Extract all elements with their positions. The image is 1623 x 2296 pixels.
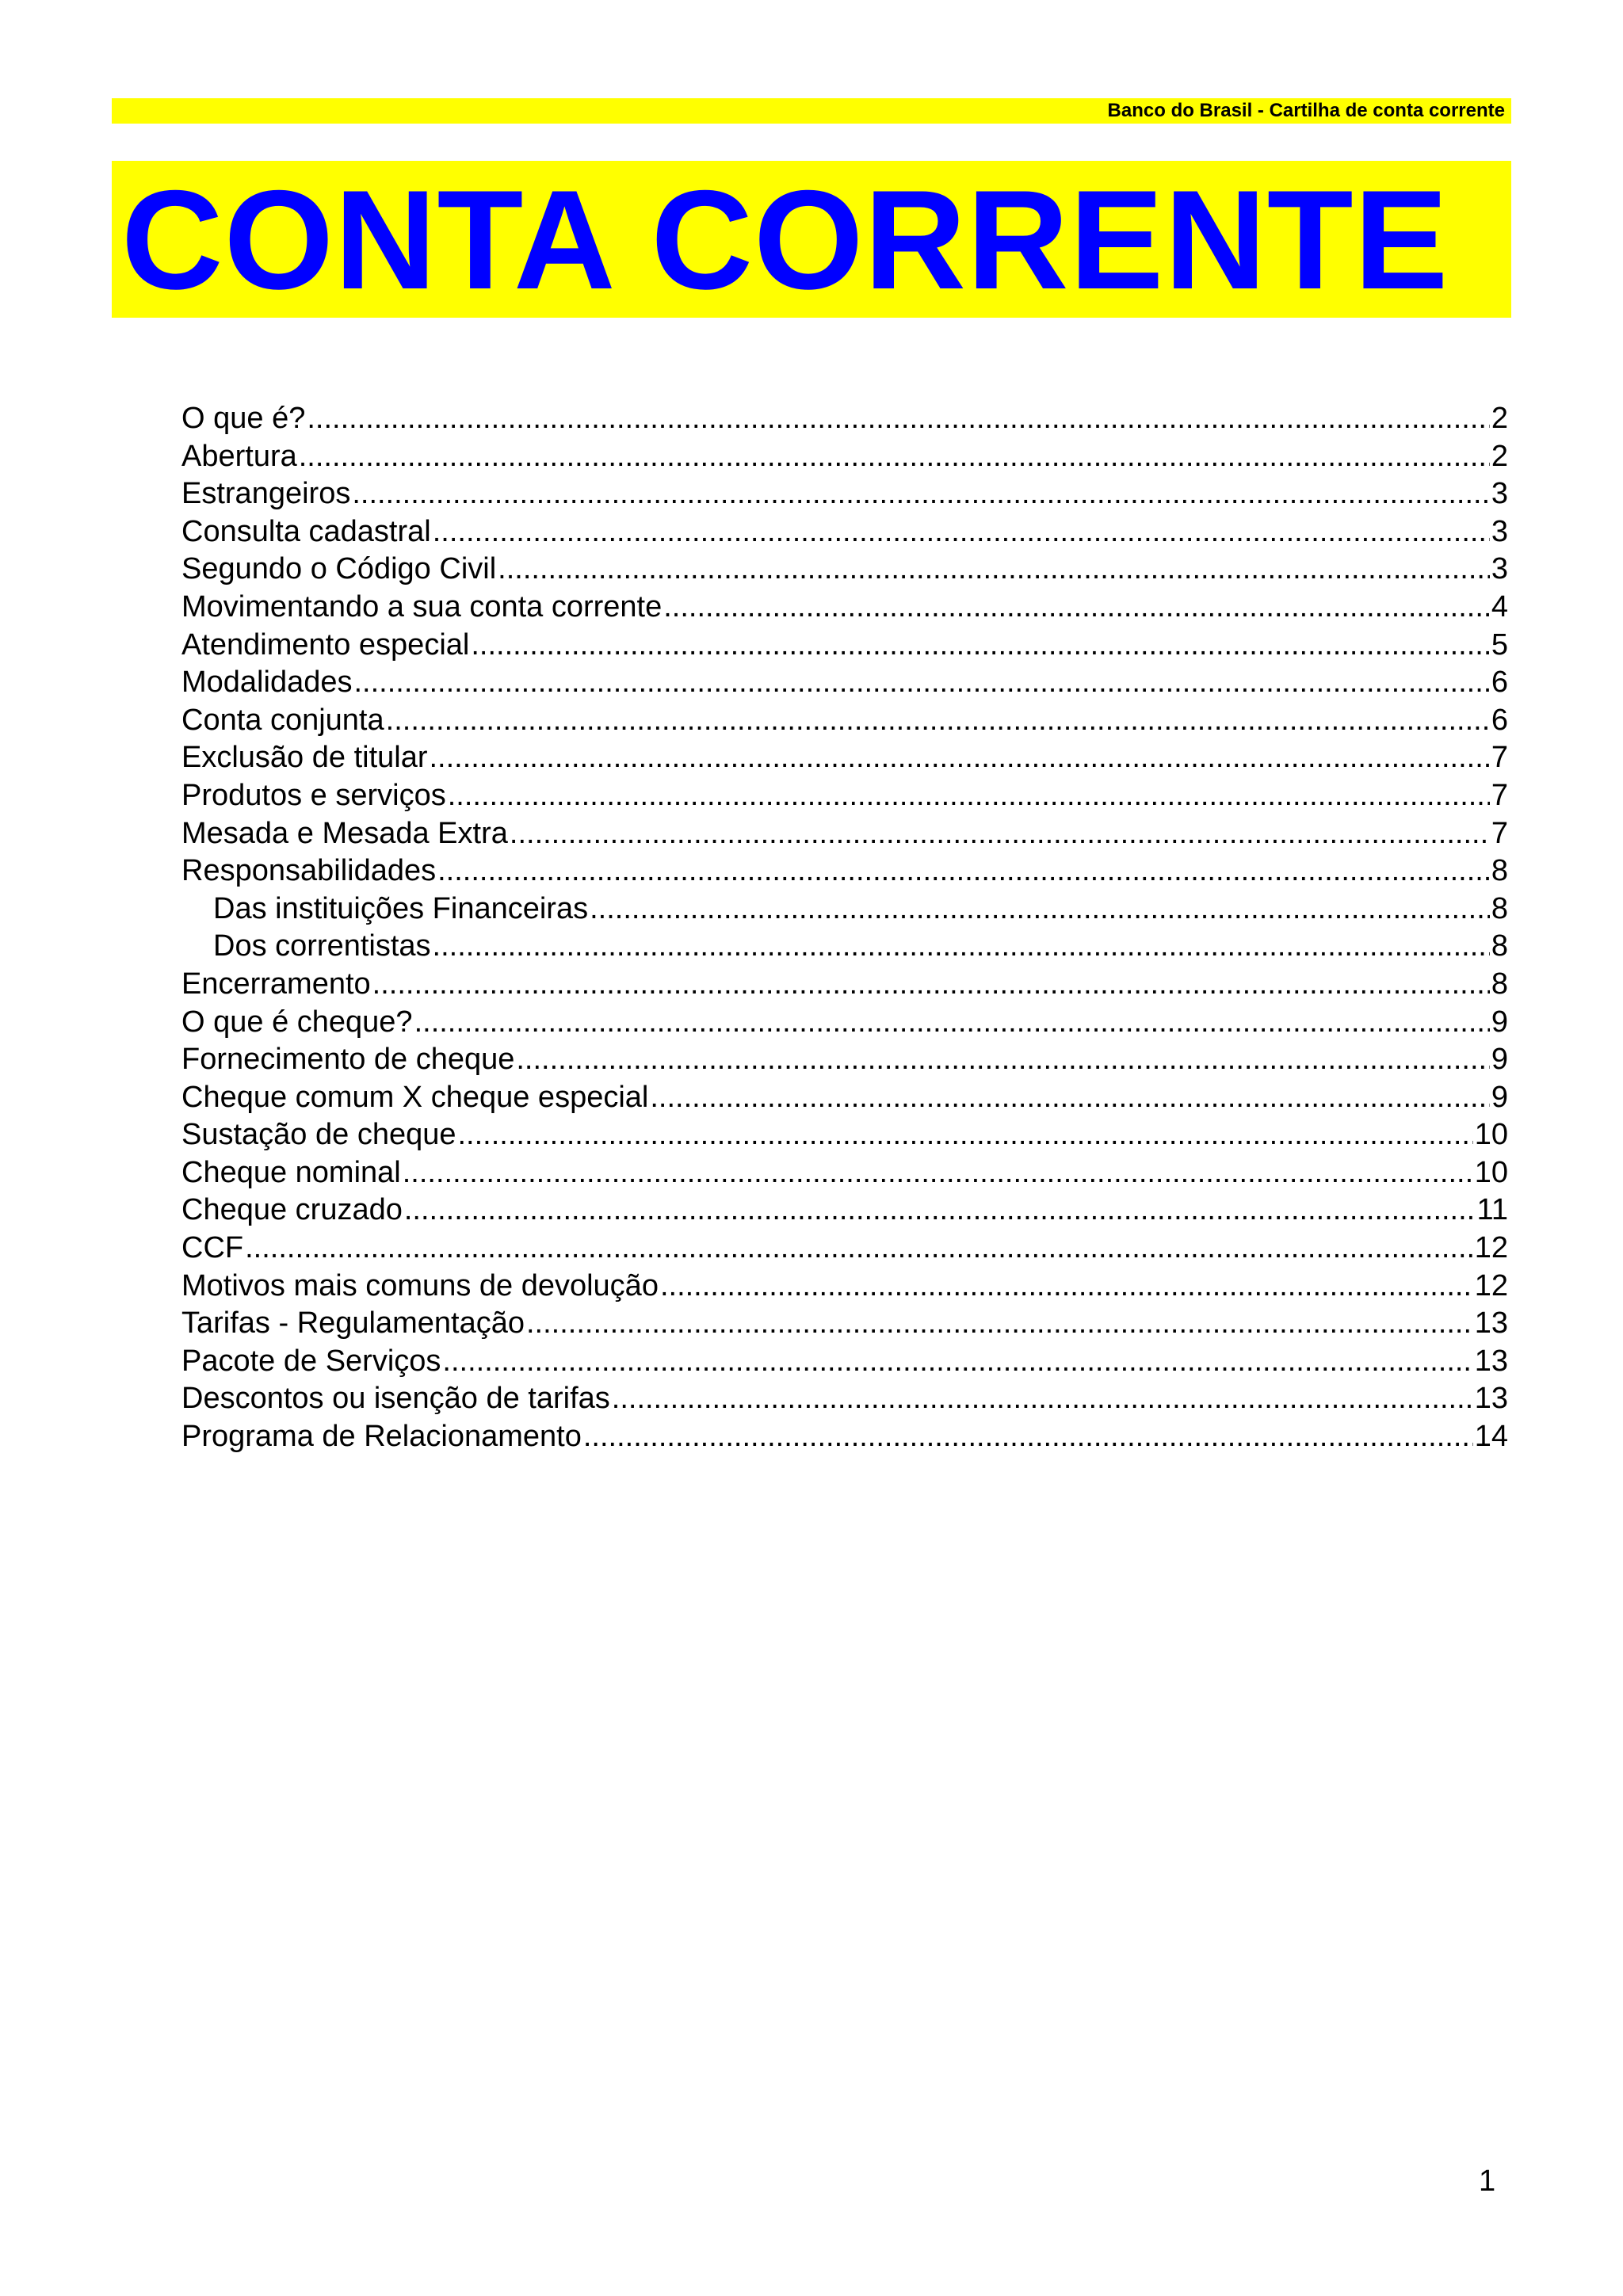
toc-entry-label: Dos correntistas (213, 929, 431, 963)
toc-leader-dots (526, 1305, 1473, 1343)
toc-entry-label: O que é? (181, 402, 306, 435)
page-title: CONTA CORRENTE (121, 161, 1449, 318)
toc-leader-dots (433, 928, 1490, 966)
toc-entry-page: 2 (1491, 439, 1508, 473)
toc-leader-dots (307, 400, 1490, 438)
toc-entry[interactable] (181, 891, 1508, 929)
toc-leader-dots (471, 627, 1490, 665)
toc-entry-page: 8 (1491, 929, 1508, 963)
toc-entry[interactable] (181, 1418, 1508, 1456)
toc-leader-dots (458, 1116, 1473, 1154)
toc-leader-dots (442, 1343, 1472, 1381)
toc-entry-page: 9 (1491, 1080, 1508, 1114)
toc-entry[interactable] (181, 815, 1508, 853)
toc-entry-page: 9 (1491, 1043, 1508, 1077)
toc-entry-page: 13 (1474, 1306, 1508, 1341)
toc-entry-page: 13 (1474, 1344, 1508, 1378)
toc-entry[interactable] (181, 551, 1508, 589)
toc-entry-page: 3 (1491, 552, 1508, 586)
toc-entry-label: CCF (181, 1231, 244, 1265)
toc-entry-page: 6 (1491, 703, 1508, 737)
toc-entry-page: 8 (1491, 967, 1508, 1001)
toc-leader-dots (386, 702, 1490, 740)
toc-entry-page: 2 (1491, 402, 1508, 435)
header-bar (112, 98, 1511, 124)
toc-entry-label: Estrangeiros (181, 477, 351, 511)
toc-entry-page: 7 (1491, 741, 1508, 775)
toc-leader-dots (372, 966, 1490, 1004)
toc-entry-label: Sustação de cheque (181, 1118, 456, 1152)
toc-entry-page: 5 (1491, 627, 1508, 662)
toc-entry-label: Movimentando a sua conta corrente (181, 589, 663, 624)
toc-entry-label: Fornecimento de cheque (181, 1043, 515, 1077)
toc-entry-label: Motivos mais comuns de devolução (181, 1268, 659, 1302)
toc-entry[interactable] (181, 702, 1508, 740)
toc-entry-label: Cheque cruzado (181, 1193, 403, 1227)
toc-leader-dots (663, 589, 1490, 627)
toc-leader-dots (590, 891, 1490, 929)
toc-entry[interactable] (181, 1305, 1508, 1343)
toc-entry[interactable] (181, 739, 1508, 777)
toc-leader-dots (650, 1079, 1490, 1117)
toc-entry-label: Encerramento (181, 967, 371, 1001)
toc-entry-label: O que é cheque? (181, 1005, 413, 1039)
toc-entry-label: Programa de Relacionamento (181, 1420, 582, 1454)
toc-entry-label: Responsabilidades (181, 854, 437, 888)
toc-leader-dots (403, 1154, 1473, 1192)
toc-entry-page: 10 (1474, 1155, 1508, 1189)
toc-entry-page: 13 (1474, 1382, 1508, 1416)
title-box (112, 161, 1511, 318)
toc-entry-page: 12 (1474, 1268, 1508, 1302)
toc-entry[interactable] (181, 1041, 1508, 1079)
page-number: 1 (1479, 2164, 1496, 2198)
toc-leader-dots (510, 815, 1490, 853)
toc-entry-label: Abertura (181, 439, 297, 473)
toc-entry[interactable] (181, 1079, 1508, 1117)
toc-entry[interactable] (181, 1230, 1508, 1268)
toc-leader-dots (583, 1418, 1473, 1456)
toc-leader-dots (448, 777, 1490, 815)
toc-leader-dots (433, 513, 1490, 551)
toc-entry-page: 11 (1476, 1193, 1508, 1227)
toc-entry-page: 7 (1491, 816, 1508, 850)
toc-entry-page: 4 (1491, 589, 1508, 624)
toc-leader-dots (612, 1380, 1473, 1418)
toc-leader-dots (660, 1268, 1473, 1306)
toc-entry[interactable] (181, 1343, 1508, 1381)
toc-leader-dots (414, 1004, 1490, 1042)
toc-entry-page: 6 (1491, 666, 1508, 700)
toc-entry-page: 7 (1491, 778, 1508, 812)
toc-entry[interactable] (181, 1154, 1508, 1192)
toc-entry-label: Mesada e Mesada Extra (181, 816, 508, 850)
toc-leader-dots (404, 1192, 1476, 1230)
toc-entry-label: Exclusão de titular (181, 741, 428, 775)
toc-entry[interactable] (181, 928, 1508, 966)
toc-leader-dots (516, 1041, 1489, 1079)
header-text: Banco do Brasil - Cartilha de conta corrente (1107, 100, 1505, 121)
toc-entry-page: 8 (1491, 854, 1508, 888)
toc-entry-label: Conta conjunta (181, 703, 384, 737)
toc-entry[interactable] (181, 627, 1508, 665)
toc-entry[interactable] (181, 513, 1508, 551)
toc-entry[interactable] (181, 1380, 1508, 1418)
toc-entry[interactable] (181, 1004, 1508, 1042)
toc-entry-page: 12 (1474, 1231, 1508, 1265)
toc-leader-dots (498, 551, 1490, 589)
toc-leader-dots (353, 664, 1489, 702)
toc-entry-label: Tarifas - Regulamentação (181, 1306, 525, 1341)
toc-entry-page: 3 (1491, 477, 1508, 511)
toc-entry[interactable] (181, 589, 1508, 627)
toc-leader-dots (437, 852, 1490, 891)
toc-leader-dots (430, 739, 1490, 777)
toc-entry[interactable] (181, 966, 1508, 1004)
toc-entry[interactable] (181, 1268, 1508, 1306)
toc-leader-dots (245, 1230, 1473, 1268)
toc-entry-page: 9 (1491, 1005, 1508, 1039)
table-of-contents (181, 400, 1508, 1456)
toc-entry-page: 10 (1474, 1118, 1508, 1152)
toc-entry-label: Atendimento especial (181, 627, 470, 662)
toc-leader-dots (299, 438, 1490, 476)
toc-entry[interactable] (181, 664, 1508, 702)
toc-entry-page: 3 (1491, 514, 1508, 548)
toc-entry-label: Consulta cadastral (181, 514, 431, 548)
toc-entry-page: 8 (1491, 891, 1508, 925)
toc-entry-label: Cheque nominal (181, 1155, 401, 1189)
toc-entry[interactable] (181, 852, 1508, 891)
toc-entry[interactable] (181, 1116, 1508, 1154)
toc-leader-dots (352, 475, 1490, 513)
toc-entry[interactable] (181, 438, 1508, 476)
toc-entry-label: Cheque comum X cheque especial (181, 1080, 649, 1114)
toc-entry[interactable] (181, 1192, 1508, 1230)
toc-entry-label: Pacote de Serviços (181, 1344, 441, 1378)
toc-entry-label: Produtos e serviços (181, 778, 446, 812)
toc-entry-page: 14 (1474, 1420, 1508, 1454)
toc-entry[interactable] (181, 475, 1508, 513)
toc-entry-label: Descontos ou isenção de tarifas (181, 1382, 610, 1416)
toc-entry-label: Das instituições Financeiras (213, 891, 589, 925)
toc-entry-label: Segundo o Código Civil (181, 552, 497, 586)
toc-entry[interactable] (181, 400, 1508, 438)
toc-entry[interactable] (181, 777, 1508, 815)
toc-entry-label: Modalidades (181, 666, 353, 700)
